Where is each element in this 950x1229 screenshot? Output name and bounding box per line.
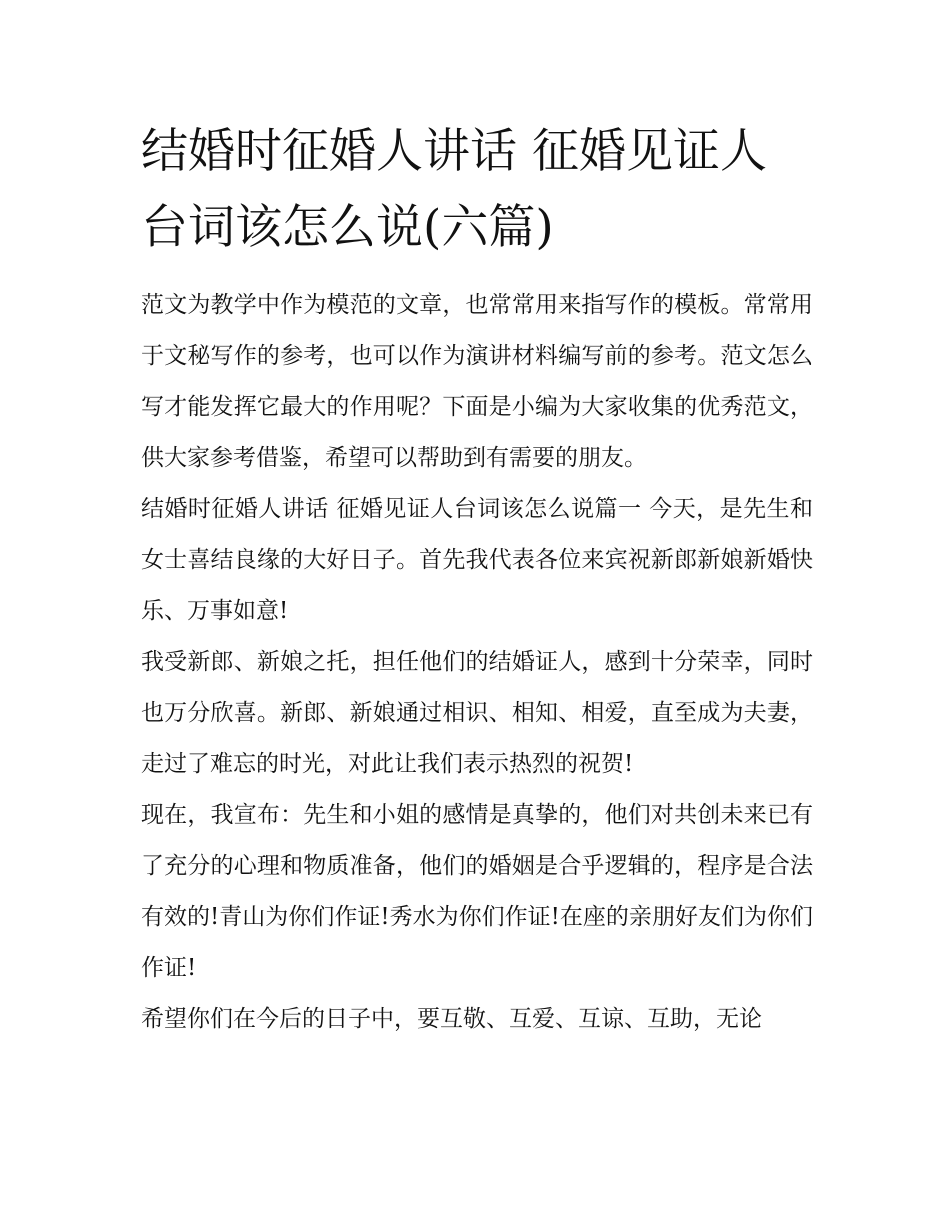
- document-title: 结婚时征婚人讲话 征婚见证人台词该怎么说(六篇): [141, 124, 767, 255]
- paragraph-intro: 范文为教学中作为模范的文章，也常常用来指写作的模板。常常用于文秘写作的参考，也可以作为演讲材料编写前的参考。范文怎么写才能发挥它最大的作用呢？下面是小编为大家收集的优秀范文，供大家参考借鉴，希望可以帮助到有需要的朋友。: [141, 292, 813, 471]
- document-page: [141, 114, 813, 1045]
- paragraph-entrusted: 我受新郎、新娘之托，担任他们的结婚证人，感到十分荣幸，同时也万分欣喜。新郎、新娘通过相识、相知、相爱，直至成为夫妻，走过了难忘的时光，对此让我们表示热烈的祝贺!: [141, 649, 813, 777]
- paragraph-opening: 结婚时征婚人讲话 征婚见证人台词该怎么说篇一 今天，是先生和女士喜结良缘的大好日子。首先我代表各位来宾祝新郎新娘新婚快乐、万事如意!: [141, 496, 813, 624]
- paragraph-wishes: 希望你们在今后的日子中，要互敬、互爱、互谅、互助，无论: [141, 1006, 762, 1032]
- paragraph-declaration: 现在，我宣布：先生和小姐的感情是真挚的，他们对共创未来已有了充分的心理和物质准备，他们的婚姻是合乎逻辑的，程序是合法有效的!青山为你们作证!秀水为你们作证!在座的亲朋好友们为你们作证!: [141, 802, 813, 981]
- document-body: [141, 280, 813, 1045]
